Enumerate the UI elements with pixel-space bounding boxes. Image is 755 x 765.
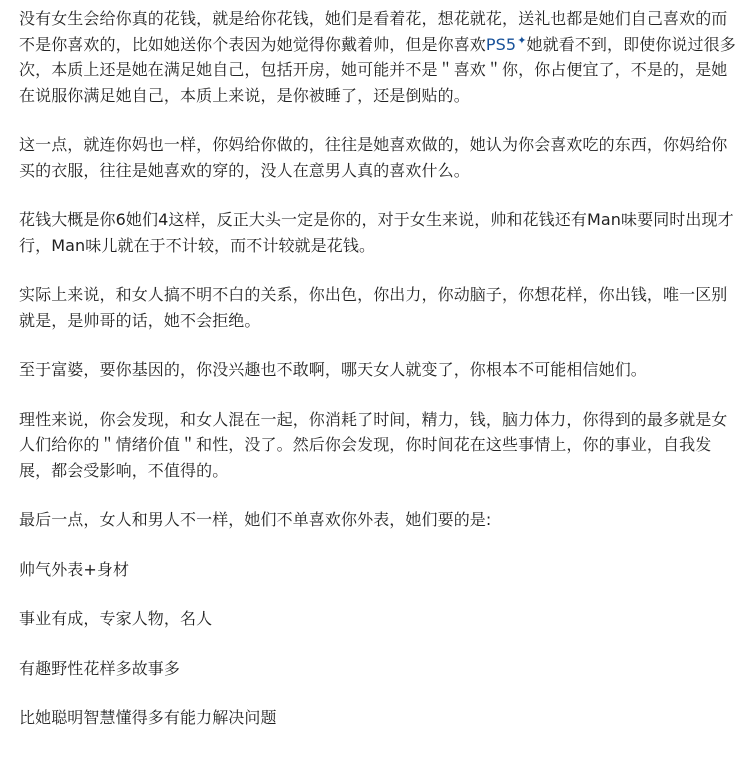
paragraph-6: 理性来说，你会发现，和女人混在一起，你消耗了时间，精力，钱，脑力体力，你得到的最多就是女人们给你的＂情绪价值＂和性，没了。然后你会发现，你时间花在这些事情上，你的事业，自我发展，都会受影响，不值得的。 [19,409,728,480]
list-line-4: 比她聪明智慧懂得多有能力解决问题 [19,708,277,727]
list-line-2: 事业有成，专家人物，名人 [19,609,213,628]
list-line-1: 帅气外表+身材 [19,559,130,579]
ps5-link[interactable] [486,35,527,54]
list-line-3: 有趣野性花样多故事多 [19,658,181,678]
ps5-link-text[interactable]: PS5 [485,34,517,54]
paragraph-4: 实际上来说，和女人搞不明不白的关系，你出色，你出力，你动脑子，你想花样，你出钱，唯一区别就是，是帅哥的话，她不会拒绝。 [19,285,728,330]
paragraph-3: 花钱大概是你6她们4这样，反正大头一定是你的，对于女生来说，帅和花钱还有Man味要同时出现才行，Man味儿就在于不计较，而不计较就是花钱。 [19,210,734,255]
paragraph-5: 至于富婆，要你基因的，你没兴趣也不敢啊，哪天女人就变了，你根本不可能相信她们。 [19,360,647,379]
paragraph-7: 最后一点，女人和男人不一样，她们不单喜欢你外表，她们要的是: [19,510,492,529]
paragraph-1-text-before-link: 没有女生会给你真的花钱，就是给你花钱，她们是看着花，想花就花，送礼也都是她们自己喜欢的而不是你喜欢的，比如她送你个表因为她觉得你戴着帅，但是你喜欢 [19,9,728,54]
sparkle-icon[interactable]: ✦ [517,33,527,47]
paragraph-1 [19,6,741,108]
paragraph-2: 这一点，就连你妈也一样，你妈给你做的，往往是她喜欢做的，她认为你会喜欢吃的东西，你妈给你买的衣服，往往是她喜欢的穿的，没人在意男人真的喜欢什么。 [19,135,728,180]
paragraph-1-text-after-link: 她就看不到，即使你说过很多次，本质上还是她在满足她自己，包括开房，她可能并不是＂喜欢＂你，你占便宜了，不是的，是她在说服你满足她自己，本质上来说，是你被睡了，还是倒贴的。 [19,34,736,105]
